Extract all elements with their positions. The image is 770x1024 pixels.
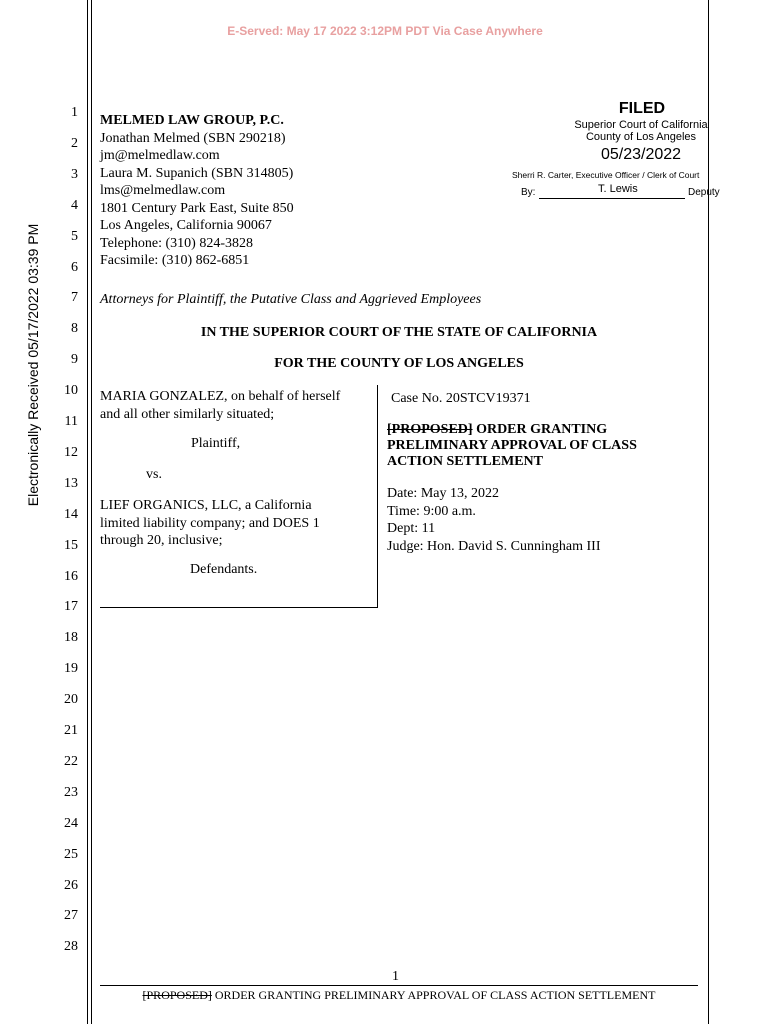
line-number: 12 <box>64 444 78 460</box>
filed-date: 05/23/2022 <box>600 146 682 163</box>
attorney-line: 1801 Century Park East, Suite 850 <box>100 200 294 216</box>
attorney-line: Jonathan Melmed (SBN 290218) <box>100 130 286 146</box>
page-number: 1 <box>392 969 399 984</box>
line-number: 3 <box>71 166 78 182</box>
case-number: Case No. 20STCV19371 <box>391 391 531 406</box>
line-number: 16 <box>64 568 78 584</box>
line-number: 21 <box>64 723 78 738</box>
hearing-date: Date: May 13, 2022 <box>387 486 499 501</box>
firm-name: MELMED LAW GROUP, P.C. <box>100 113 284 128</box>
left-margin-rule-2 <box>91 0 92 1024</box>
caption-right-border <box>377 385 378 607</box>
defendant-label: Defendants. <box>190 562 258 577</box>
filed-stamp <box>500 100 740 201</box>
signature-line <box>539 198 685 199</box>
line-number: 11 <box>64 414 78 429</box>
defendant-line: limited liability company; and DOES 1 <box>100 515 320 531</box>
title-line: ACTION SETTLEMENT <box>387 454 543 469</box>
line-number: 25 <box>64 846 78 862</box>
footer-proposed-struck: [PROPOSED] <box>142 988 212 1002</box>
line-number: 5 <box>71 228 78 244</box>
filed-court-line: Superior Court of California <box>574 119 708 131</box>
line-number: 8 <box>71 321 78 337</box>
caption-parties <box>100 388 340 423</box>
attorney-line: lms@melmedlaw.com <box>100 183 226 198</box>
defendant-line: through 20, inclusive; <box>100 533 223 548</box>
footer-title-text: ORDER GRANTING PRELIMINARY APPROVAL OF CLASS ACTION SETTLEMENT <box>211 988 656 1002</box>
line-number: 4 <box>71 197 78 213</box>
court-heading: IN THE SUPERIOR COURT OF THE STATE OF CALIFORNIA <box>200 325 598 340</box>
footer-rule <box>100 985 698 986</box>
county-heading: FOR THE COUNTY OF LOS ANGELES <box>274 356 524 371</box>
filed-title: FILED <box>618 100 666 117</box>
line-number: 1 <box>71 105 78 120</box>
left-margin-rule-1 <box>87 0 88 1024</box>
line-number: 13 <box>64 475 78 491</box>
line-number: 28 <box>64 939 78 955</box>
line-number: 24 <box>64 815 78 831</box>
hearing-judge: Judge: Hon. David S. Cunningham III <box>387 538 601 554</box>
attorney-line: Los Angeles, California 90067 <box>100 218 272 233</box>
line-number: 18 <box>64 630 78 646</box>
attorney-line: Facsimile: (310) 862-6851 <box>100 253 250 268</box>
line-number: 27 <box>64 908 78 924</box>
attorney-line: Telephone: (310) 824-3828 <box>100 235 253 251</box>
line-number: 17 <box>64 599 78 615</box>
line-number: 6 <box>71 259 78 275</box>
line-number: 19 <box>64 661 78 677</box>
title-proposed-struck: [PROPOSED] <box>387 422 473 437</box>
line-number: 26 <box>64 877 78 893</box>
line-number: 15 <box>64 537 78 553</box>
line-number: 2 <box>71 135 78 151</box>
defendant-line: LIEF ORGANICS, LLC, a California <box>100 498 312 513</box>
title-text: ORDER GRANTING <box>472 422 608 437</box>
line-number: 10 <box>64 383 78 399</box>
attorney-line: jm@melmedlaw.com <box>100 148 220 163</box>
line-number: 23 <box>64 784 78 800</box>
attorneys-for: Attorneys for Plaintiff, the Putative Class and Aggrieved Employees <box>100 292 482 307</box>
plaintiff-line: and all other similarly situated; <box>100 406 275 422</box>
filed-by-label: By: <box>521 187 536 198</box>
document-title <box>387 422 637 470</box>
line-number: 7 <box>71 290 78 306</box>
hearing-dept: Dept: 11 <box>387 521 436 536</box>
hearing-time: Time: 9:00 a.m. <box>387 503 476 519</box>
line-number: 22 <box>64 753 78 769</box>
plaintiff-label: Plaintiff, <box>191 436 241 451</box>
caption-defendants <box>100 497 320 550</box>
line-number: 9 <box>71 352 78 368</box>
attorney-block <box>100 112 294 270</box>
filed-clerk: Sherri R. Carter, Executive Officer / Clerk of Court <box>512 170 700 180</box>
versus: vs. <box>146 467 162 482</box>
footer-title <box>100 988 698 1003</box>
plaintiff-line: MARIA GONZALEZ, on behalf of herself <box>100 389 341 404</box>
filed-deputy-label: Deputy <box>688 187 720 198</box>
filed-court-line: County of Los Angeles <box>585 131 697 143</box>
attorney-line: Laura M. Supanich (SBN 314805) <box>100 165 294 181</box>
caption-bottom-border <box>100 607 378 608</box>
filed-signer: T. Lewis <box>598 183 638 195</box>
eserved-header: E-Served: May 17 2022 3:12PM PDT Via Case Anywhere <box>227 24 543 38</box>
line-number: 14 <box>64 506 78 522</box>
hearing-info <box>387 485 600 555</box>
received-side-stamp: Electronically Received 05/17/2022 03:39 PM <box>25 223 41 507</box>
line-number: 20 <box>64 692 78 708</box>
title-line: PRELIMINARY APPROVAL OF CLASS <box>387 438 637 453</box>
